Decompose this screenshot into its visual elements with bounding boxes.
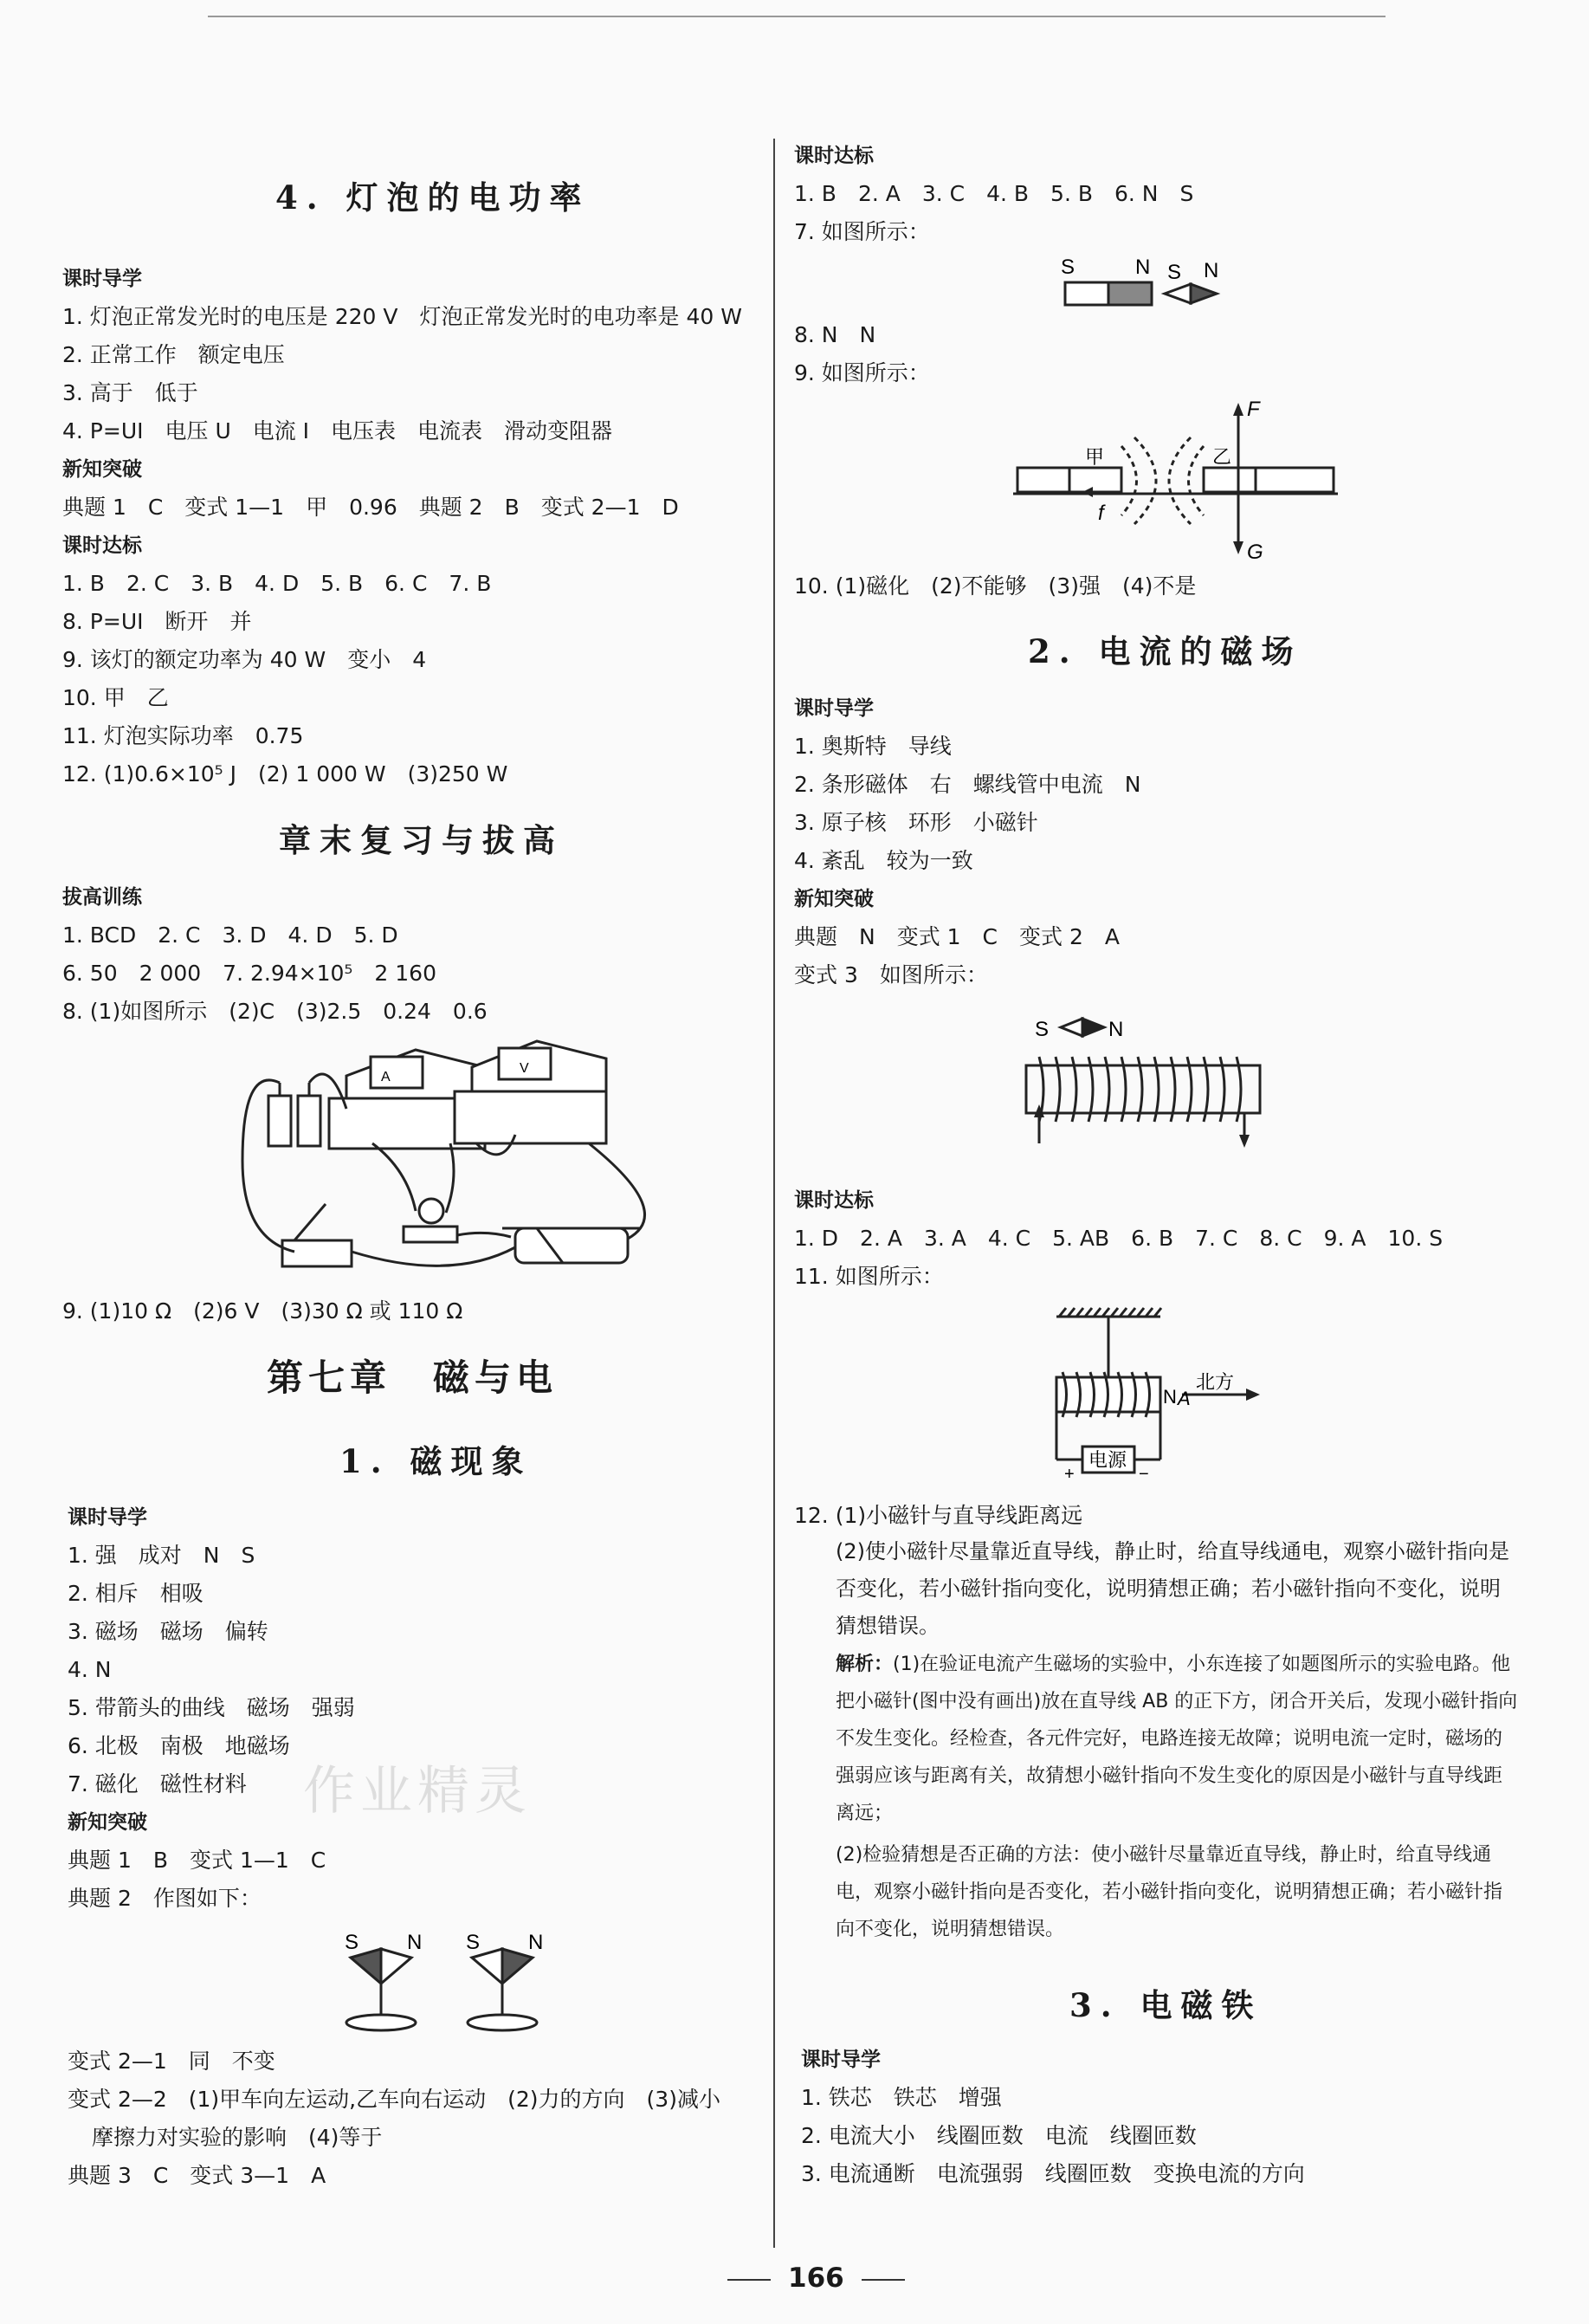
positive-terminal-label: + <box>1064 1465 1075 1484</box>
answer-line: 6. 北极 南极 地磁场 <box>68 1733 290 1758</box>
answer-line: 变式 2—1 同 不变 <box>68 2049 275 2074</box>
section-heading: 课时达标 <box>62 534 142 557</box>
answer-line: 8. (1)如图所示 (2)C (3)2.5 0.24 0.6 <box>62 999 488 1024</box>
section-heading: 新知突破 <box>62 458 142 481</box>
needle-south-label: S <box>1035 1018 1050 1041</box>
needle-north-label: N <box>1204 259 1219 282</box>
answer-line: 4. N <box>68 1657 112 1682</box>
watermark: 作业精灵 <box>303 1761 532 1822</box>
answer-line: 2. 相斥 相吸 <box>68 1581 203 1606</box>
magnet-north-label: N <box>1135 256 1151 279</box>
answer-line: 6. 50 2 000 7. 2.94×10⁵ 2 160 <box>62 961 436 986</box>
answer-line: 摩擦力对实验的影响 (4)等于 <box>92 2125 383 2150</box>
analysis-label: 解析： <box>836 1654 894 1675</box>
answer-line: 变式 2—2 (1)甲车向左运动,乙车向右运动 (2)力的方向 (3)减小 <box>68 2087 720 2112</box>
answer-line: 典题 1 B 变式 1—1 C <box>68 1848 326 1873</box>
magnet-south-label: S <box>1061 256 1075 279</box>
answer-line: 12. (1)0.6×10⁵ J (2) 1 000 W (3)250 W <box>62 761 508 787</box>
section-heading: 课时导学 <box>62 268 142 290</box>
answer-line: 7. 磁化 磁性材料 <box>68 1771 247 1796</box>
answer-line: 2. 电流大小 线圈匝数 电流 线圈匝数 <box>801 2123 1197 2148</box>
section-title: 章末复习与拔高 <box>279 821 564 859</box>
column-divider <box>773 139 775 2248</box>
needle-north-label: N <box>1108 1018 1124 1041</box>
answer-line: 典题 2 作图如下： <box>68 1886 262 1911</box>
answer-line: 2. 正常工作 额定电压 <box>62 342 285 367</box>
answer-line: 4. P=UI 电压 U 电流 I 电压表 电流表 滑动变阻器 <box>62 418 613 443</box>
compass-needles-diagram <box>312 1923 623 2044</box>
electromagnet-diagram <box>1052 1308 1329 1484</box>
section-heading: 课时导学 <box>68 1506 147 1529</box>
answer-line: 3. 磁场 磁场 偏转 <box>68 1619 268 1644</box>
section-title: 4. 灯泡的电功率 <box>275 178 591 217</box>
needle-south-label: S <box>1167 261 1182 284</box>
answer-line: 8. N N <box>794 322 876 347</box>
answer-line: 4. 紊乱 较为一致 <box>794 848 973 873</box>
north-direction-label: 北方 <box>1196 1371 1235 1393</box>
north-pole-label: N <box>1163 1386 1177 1408</box>
answer-line: 变式 3 如图所示： <box>794 962 988 987</box>
answer-line: 7. 如图所示： <box>794 219 930 244</box>
section-heading: 课时达标 <box>794 145 874 167</box>
answer-paragraph: (2)使小磁针尽量靠近直导线，静止时，给直导线通电，观察小磁针指向是否变化，若小磁针指向变化，说明猜想正确；若小磁针指向不变化，说明猜想错误。 <box>836 1539 1509 1638</box>
answer-line: 典题 N 变式 1 C 变式 2 A <box>794 924 1120 949</box>
answer-line: 1. D 2. A 3. A 4. C 5. AB 6. B 7. C 8. C 9. A 10. S <box>794 1226 1444 1251</box>
answer-line: 1. 强 成对 N S <box>68 1543 255 1568</box>
answer-line: 1. 铁芯 铁芯 增强 <box>801 2085 1002 2110</box>
answer-line: 11. 如图所示： <box>794 1264 944 1289</box>
answer-line: 3. 高于 低于 <box>62 380 198 405</box>
magnet-jia-label: 甲 <box>1085 446 1105 468</box>
answer-line: 典题 3 C 变式 3—1 A <box>68 2163 326 2188</box>
chapter-title: 第七章 磁与电 <box>267 1356 559 1399</box>
circuit-diagram <box>225 1031 710 1273</box>
section-heading: 课时达标 <box>794 1189 874 1212</box>
answer-line: 3. 原子核 环形 小磁针 <box>794 810 1038 835</box>
page-number <box>710 2263 922 2294</box>
answer-line: 1. BCD 2. C 3. D 4. D 5. D <box>62 922 398 948</box>
page-number-text: 166 <box>788 2263 844 2294</box>
section-heading: 课时导学 <box>794 697 874 720</box>
compass-1-south-label: S <box>345 1931 359 1954</box>
answer-line: 9. (1)10 Ω (2)6 V (3)30 Ω 或 110 Ω <box>62 1298 463 1324</box>
analysis-paragraph: (2)检验猜想是否正确的方法：使小磁针尽量靠近直导线，静止时，给直导线通电，观察小磁针指向是否变化，若小磁针指向变化，说明猜想正确；若小磁针指向不变化，说明猜想错误。 <box>836 1844 1503 1940</box>
gravity-G-label: G <box>1247 541 1263 564</box>
answer-line: 9. 如图所示： <box>794 360 930 385</box>
magnet-force-diagram <box>1013 394 1342 567</box>
answer-line: 1. B 2. A 3. C 4. B 5. B 6. N S <box>794 181 1194 206</box>
answer-line: 11. 灯泡实际功率 0.75 <box>62 723 304 748</box>
point-A-label: A <box>1178 1388 1191 1409</box>
top-rule <box>208 16 1386 17</box>
section-title: 3. 电磁铁 <box>1069 1986 1263 2024</box>
answer-line: 8. P=UI 断开 并 <box>62 609 252 634</box>
voltmeter-label: V <box>520 1061 529 1076</box>
section-heading: 新知突破 <box>794 888 874 910</box>
section-title: 1. 磁现象 <box>339 1442 533 1480</box>
friction-f-label: f <box>1098 502 1104 525</box>
answer-line: 1. 灯泡正常发光时的电压是 220 V 灯泡正常发光时的电功率是 40 W <box>62 304 742 329</box>
section-heading: 课时导学 <box>801 2049 881 2071</box>
analysis-paragraph <box>836 1646 1520 1832</box>
ammeter-label: A <box>381 1070 391 1084</box>
answer-line: 2. 条形磁体 右 螺线管中电流 N <box>794 772 1141 797</box>
magnet-needle-diagram <box>1061 251 1269 312</box>
negative-terminal-label: − <box>1139 1465 1149 1484</box>
answer-line: 10. 甲 乙 <box>62 685 169 710</box>
power-source-label: 电源 <box>1088 1449 1127 1471</box>
section-title: 2. 电流的磁场 <box>1028 632 1302 670</box>
answer-line: 1. 奥斯特 导线 <box>794 734 952 759</box>
compass-2-north-label: N <box>528 1931 544 1954</box>
force-F-label: F <box>1247 398 1260 421</box>
answer-line: 典题 1 C 变式 1—1 甲 0.96 典题 2 B 变式 2—1 D <box>62 495 679 520</box>
analysis-text-1: (1)在验证电流产生磁场的实验中，小东连接了如题图所示的实验电路。他把小磁针(图中没有画出)放在直导线 AB 的正下方，闭合开关后，发现小磁针指向不发生变化。经检查，各元件完好，电路连接无故障；说明电流一定时，磁场的强弱应该与距离有关，故猜想小磁针指向不发生变化的原因是小磁针与直导线距离远； <box>836 1654 1518 1824</box>
answer-line: 9. 该灯的额定功率为 40 W 变小 4 <box>62 647 427 672</box>
solenoid-diagram <box>1017 1005 1277 1152</box>
section-heading: 新知突破 <box>68 1811 147 1834</box>
answer-line: 12. (1)小磁针与直导线距离远 <box>794 1503 1083 1528</box>
compass-2-south-label: S <box>466 1931 481 1954</box>
answer-line: 3. 电流通断 电流强弱 线圈匝数 变换电流的方向 <box>801 2161 1305 2186</box>
answer-line: 5. 带箭头的曲线 磁场 强弱 <box>68 1695 355 1720</box>
section-heading: 拔高训练 <box>62 886 142 909</box>
magnet-yi-label: 乙 <box>1212 446 1232 468</box>
answer-line: 1. B 2. C 3. B 4. D 5. B 6. C 7. B <box>62 571 492 596</box>
answer-line: 10. (1)磁化 (2)不能够 (3)强 (4)不是 <box>794 573 1197 599</box>
compass-1-north-label: N <box>407 1931 423 1954</box>
